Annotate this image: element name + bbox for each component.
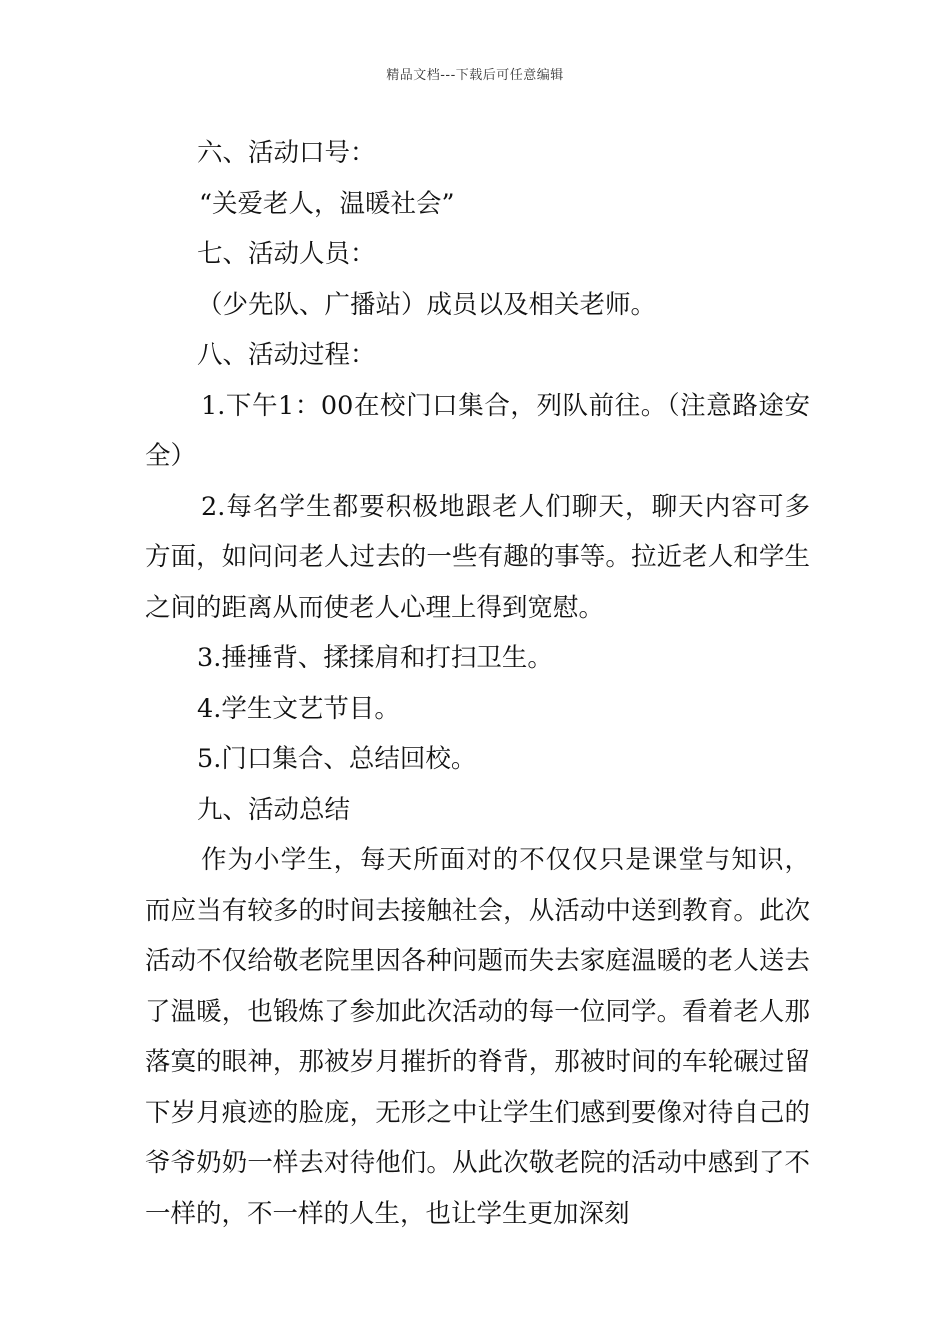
summary-paragraph: 作为小学生，每天所面对的不仅仅只是课堂与知识，而应当有较多的时间去接触社会，从活动中送到教育。此次活动不仅给敬老院里因各种问题而失去家庭温暖的老人送去了温暖，也锻炼了参加此次活动的每一位同学。看着老人那落寞的眼神，那被岁月摧折的脊背，那被时间的车轮碾过留下岁月痕迹的脸庞，无形之中让学生们感到要像对待自己的爷爷奶奶一样去对待他们。从此次敬老院的活动中感到了不一样的，不一样的人生，也让学生更加深刻 [145,845,810,1229]
process-step-2: 2.每名学生都要积极地跟老人们聊天，聊天内容可多方面，如问问老人过去的一些有趣的事等。拉近老人和学生之间的距离从而使老人心理上得到宽慰。 [145,491,810,623]
process-step-5: 5.门口集合、总结回校。 [197,744,477,774]
document-body [145,128,810,1239]
process-step-4: 4.学生文艺节目。 [197,693,400,724]
section-heading-summary: 九、活动总结 [197,794,351,825]
participants-text: （少先队、广播站）成员以及相关老师。 [197,289,657,320]
section-heading-slogan: 六、活动口号： [197,138,376,168]
slogan-text: “关爱老人，温暖社会” [199,188,455,219]
process-step-3: 3.捶捶背、揉揉肩和打扫卫生。 [197,643,553,673]
section-heading-process: 八、活动过程： [197,340,376,370]
process-step-1: 1.下午1：00在校门口集合，列队前往。（注意路途安全） [145,390,810,471]
page-header: 精品文档---下载后可任意编辑 [386,68,564,83]
section-heading-participants: 七、活动人员： [197,239,376,269]
